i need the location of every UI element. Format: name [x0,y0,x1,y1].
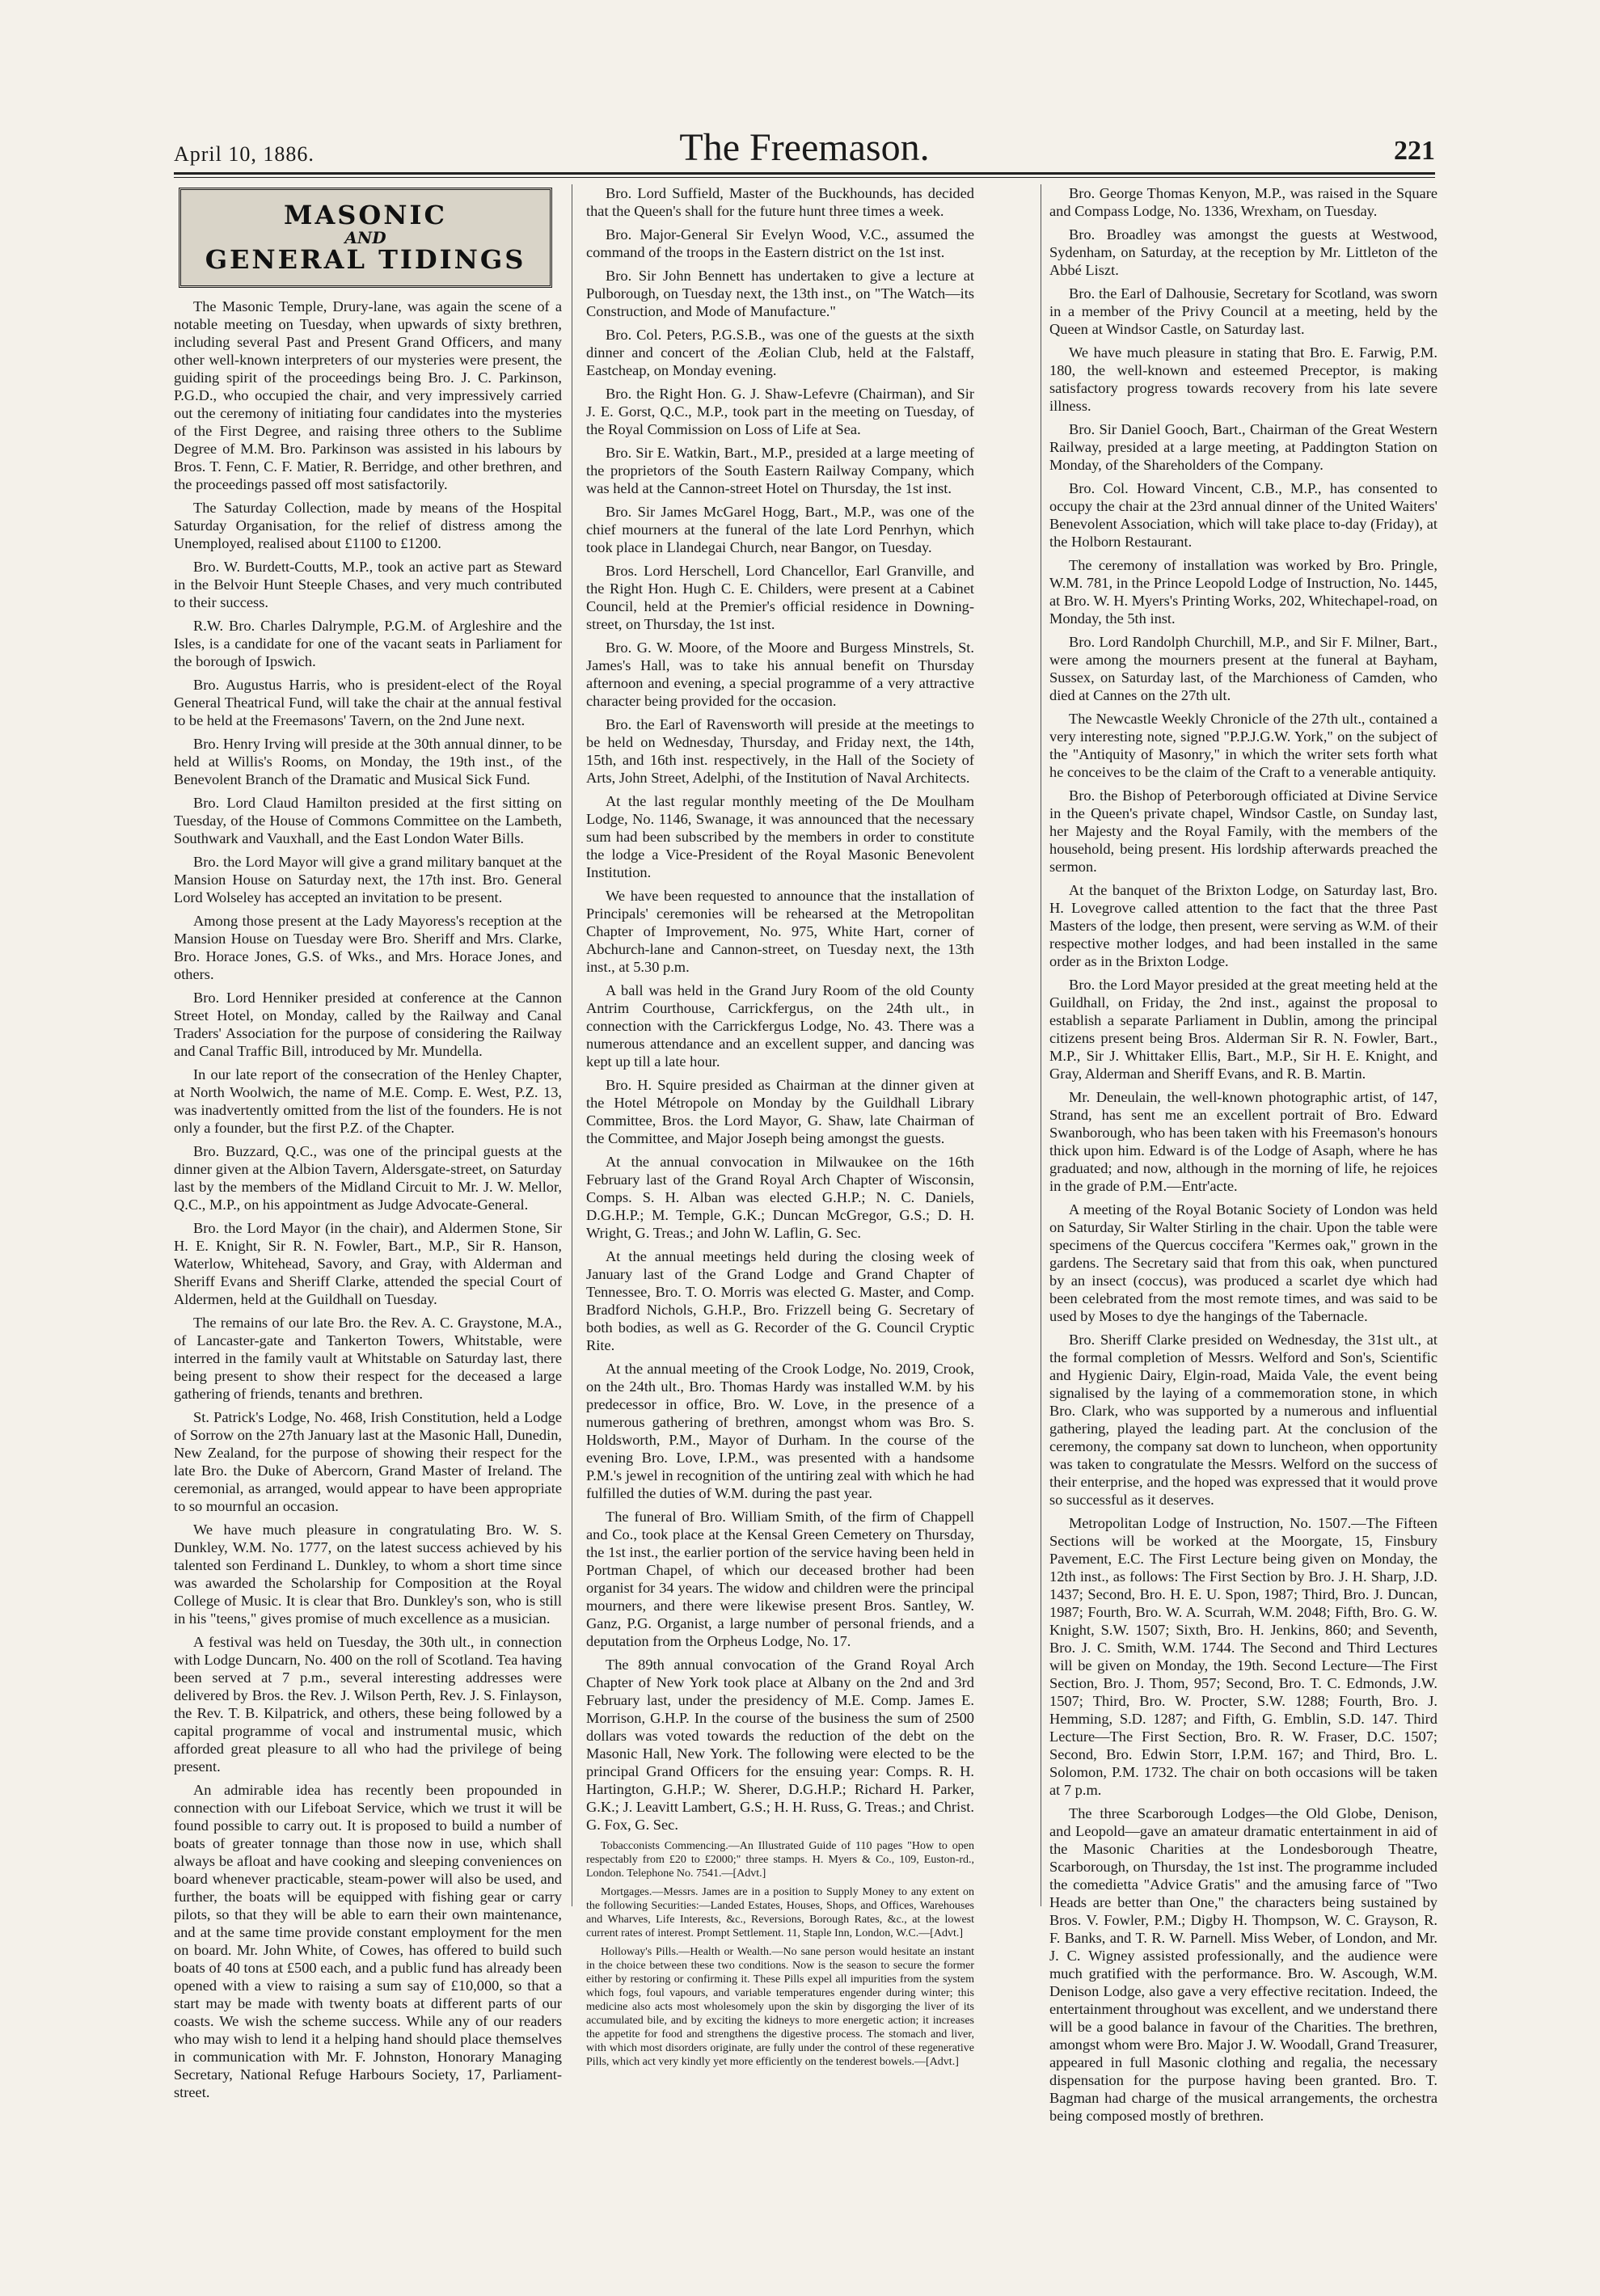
page-number: 221 [1394,136,1435,166]
news-paragraph: The Masonic Temple, Drury-lane, was again the scene of a notable meeting on Tuesday, when upwards of sixty brethren, including several Past and Present Grand Officers, and many other well-known interpreters of our mysteries were present, the guiding spirit of the proceedings being Bro. J. C. Parkinson, P.G.D., who occupied the chair, and very impressively carried out the ceremony of initiating four candidates into the mysteries of the First Degree, and raising three others to the Sublime Degree of M.M. Bro. Parkinson was assisted in his labours by Bros. T. Fenn, C. F. Matier, R. Berridge, and other brethren, and the proceedings passed off most satisfactorily. [174,298,562,492]
masthead-rule-thin [174,177,1435,178]
news-paragraph: Bro. Augustus Harris, who is president-elect of the Royal General Theatrical Fund, will take the chair at the annual festival to be held at the Freemasons' Tavern, on the 2nd June next. [174,677,562,728]
news-paragraph: Bro. Sir Daniel Gooch, Bart., Chairman of the Great Western Railway, presided at a large meeting, at Paddington Station on Monday, of the Shareholders of the Company. [1049,421,1437,473]
news-paragraph: Bro. the Lord Mayor (in the chair), and Aldermen Stone, Sir H. E. Knight, Sir R. N. Fowler, Bart., M.P., Sir R. Hanson, Waterlow, Whitehead, Savory, and Gray, with Alderman and Sheriff Evans and Sheriff Clarke, attended the special Court of Aldermen, held at the Guildhall on Tuesday. [174,1220,562,1307]
news-paragraph: A meeting of the Royal Botanic Society of London was held on Saturday, Sir Walter Stirling in the chair. Upon the table were specimens of the Quercus coccifera "Kermes oak," grown in the gardens. The Secretary said that from this oak, when punctured by an insect (coccus), was produced a scarlet dye which had been celebrated from the most remote times, and was said to be used by Moses to dye the hangings of the Tabernacle. [1049,1201,1437,1324]
news-paragraph: Bro. the Earl of Dalhousie, Secretary for Scotland, was sworn in a member of the Privy Council at a meeting, held by the Queen at Windsor Castle, on Saturday last. [1049,285,1437,337]
news-paragraph: In our late report of the consecration of the Henley Chapter, at North Woolwich, the name of M.E. Comp. E. West, P.Z. 13, was inadvertently omitted from the list of the founders. He is not only a founder, but the first P.Z. of the Chapter. [174,1066,562,1136]
column-2 [586,184,974,2068]
news-paragraph: Bro. George Thomas Kenyon, M.P., was raised in the Square and Compass Lodge, No. 1336, Wrexham, on Tuesday. [1049,185,1437,219]
news-paragraph: The Saturday Collection, made by means of the Hospital Saturday Organisation, for the relief of distress among the Unemployed, realised about £1100 to £1200. [174,500,562,551]
news-paragraph: Bro. Col. Howard Vincent, C.B., M.P., has consented to occupy the chair at the 23rd annual dinner of the United Waiters' Benevolent Association, which will take place to-day (Friday), at the Holborn Restaurant. [1049,480,1437,550]
news-paragraph: Bro. Major-General Sir Evelyn Wood, V.C., assumed the command of the troops in the Eastern district on the 1st inst. [586,226,974,260]
news-paragraph: At the banquet of the Brixton Lodge, on Saturday last, Bro. H. Lovegrove called attention to the fact that the three Past Masters of the lodge, then present, were serving as W.M. of their respective mother lodges, and had been installed in the same order as in the Brixton Lodge. [1049,882,1437,969]
news-paragraph: At the last regular monthly meeting of the De Moulham Lodge, No. 1146, Swanage, it was announced that the necessary sum had been subscribed by the members in order to constitute the lodge a Vice-President of the Royal Masonic Benevolent Institution. [586,793,974,880]
news-paragraph: Bro. Henry Irving will preside at the 30th annual dinner, to be held at Willis's Rooms, on Monday, the 19th inst., of the Benevolent Branch of the Dramatic and Musical Sick Fund. [174,736,562,787]
advertisement: Holloway's Pills.—Health or Wealth.—No sane person would hesitate an instant in the choice between these two conditions. Now is the season to secure the former either by restoring or confirming it. These Pills expel all impurities from the system which fogs, foul vapours, and variable temperatures engender during winter; this medicine also acts most wholesomely upon the skin by disgorging the liver of its accumulated bile, and by exciting the kidneys to more energetic action; it increases the appetite for food and strengthens the digestive process. The stomach and liver, with which most disorders originate, are fully under the control of these regenerative Pills, which act very kindly yet more efficiently on the tenderest bowels.—[Advt.] [586,1946,974,2068]
news-paragraph: The funeral of Bro. William Smith, of the firm of Chappell and Co., took place at the Kensal Green Cemetery on Thursday, the 1st inst., the earlier portion of the service having been held in Portman Chapel, of which our deceased brother had been organist for 34 years. The widow and children were the principal mourners, and there were likewise present Bros. Santley, W. Ganz, P.G. Organist, a large number of personal friends, and a deputation from the Orpheus Lodge, No. 17. [586,1509,974,1649]
news-paragraph: Bro. the Right Hon. G. J. Shaw-Lefevre (Chairman), and Sir J. E. Gorst, Q.C., M.P., took part in the meeting on Tuesday, of the Royal Commission on Loss of Life at Sea. [586,386,974,437]
news-paragraph: At the annual meeting of the Crook Lodge, No. 2019, Crook, on the 24th ult., Bro. Thomas Hardy was installed W.M. by his predecessor in office, Bro. W. Love, in the presence of a numerous gathering of brethren, amongst whom was Bro. S. Holdsworth, P.M., Mayor of Durham. In the course of the evening Bro. Love, I.P.M., was presented with a handsome P.M.'s jewel in recognition of the untiring zeal with which he had fulfilled the duties of W.M. during the past year. [586,1361,974,1501]
news-paragraph: Bro. Lord Claud Hamilton presided at the first sitting on Tuesday, of the House of Commons Committee on the Lambeth, Southwark and Vauxhall, and the East London Water Bills. [174,795,562,846]
news-paragraph: Bro. W. Burdett-Coutts, M.P., took an active part as Steward in the Belvoir Hunt Steeple Chases, and very much contributed to their success. [174,559,562,610]
news-paragraph: Bro. Sir E. Watkin, Bart., M.P., presided at a large meeting of the proprietors of the South Eastern Railway Company, which was held at the Cannon-street Hotel on Thursday, the 1st inst. [586,445,974,496]
news-paragraph: Among those present at the Lady Mayoress's reception at the Mansion House on Tuesday were Bro. Sheriff and Mrs. Clarke, Bro. Horace Jones, G.S. of Wks., and Mrs. Horace Jones, and others. [174,913,562,982]
news-paragraph: Bro. the Bishop of Peterborough officiated at Divine Service in the Queen's private chapel, Windsor Castle, on Sunday last, her Majesty and the Royal Family, with the members of the household, being present. His lordship afterwards preached the sermon. [1049,787,1437,875]
section-banner [179,188,552,288]
news-paragraph: We have been requested to announce that the installation of Principals' ceremonies will be rehearsed at the Metropolitan Chapter of Improvement, No. 975, White Hart, corner of Abchurch-lane and Cannon-street, on Tuesday next, the 13th inst., at 5.30 p.m. [586,888,974,975]
news-paragraph: The remains of our late Bro. the Rev. A. C. Graystone, M.A., of Lancaster-gate and Tankerton Towers, Whitstable, were interred in the family vault at Whitstable on Saturday last, there being present to show their respect for the deceased a large gathering of friends, tenants and brethren. [174,1315,562,1402]
news-paragraph: A festival was held on Tuesday, the 30th ult., in connection with Lodge Duncarn, No. 400 on the roll of Scotland. Tea having been served at 7 p.m., several interesting addresses were delivered by Bros. the Rev. J. Wilson Perth, Rev. J. S. Finlayson, the Rev. T. B. Kilpatrick, and others, these being followed by a capital programme of vocal and instrumental music, which afforded great pleasure to all who had the privilege of being present. [174,1634,562,1775]
news-paragraph: Metropolitan Lodge of Instruction, No. 1507.—The Fifteen Sections will be worked at the Moorgate, 15, Finsbury Pavement, E.C. The First Lecture being given on Monday, the 12th inst., as follows: The First Section by Bro. J. H. Sharp, J.D. 1437; Second, Bro. H. E. U. Spon, 1987; Third, Bro. J. Duncan, 1987; Fourth, Bro. W. A. Scurrah, W.M. 2048; Fifth, Bro. G. W. Knight, S.W. 1507; Sixth, Bro. H. Jenkins, 860; and Seventh, Bro. J. C. Smith, W.M. 1744. The Second and Third Lectures will be given on Monday, the 19th. Second Lecture—The First Section, Bro. J. Thom, 957; Second, Bro. T. C. Edmonds, J.W. 1507; Third, Bro. W. Procter, S.W. 1288; Fourth, Bro. J. Hemming, S.D. 1287; and Fifth, G. Emblin, S.D. 147. Third Lecture—The First Section, Bro. R. W. Fraser, D.C. 1507; Second, Bro. Edwin Storr, I.P.M. 167; and Third, Bro. L. Solomon, P.M. 1732. The chair on both occasions will be taken at 7 p.m. [1049,1515,1437,1798]
news-paragraph: We have much pleasure in stating that Bro. E. Farwig, P.M. 180, the well-known and esteemed Preceptor, is making satisfactory progress towards recovery from his late severe illness. [1049,344,1437,414]
banner-heading [205,199,526,275]
news-paragraph: The three Scarborough Lodges—the Old Globe, Denison, and Leopold—gave an amateur dramatic entertainment in aid of the Masonic Charities at the Londesborough Theatre, Scarborough, on Thursday, the 1st inst. The programme included the comedietta "Advice Gratis" and the amusing farce of "Two Heads are better than One," the characters being sustained by Bros. V. Fowler, P.M.; Digby H. Thompson, W. C. Grayson, R. F. Banks, and T. R. W. Parnell. Miss Weber, of London, and Mr. J. C. Wigney assisted professionally, and the audience were much gratified with the performance. Bro. W. Ascough, W.M. Denison Lodge, also gave a very effective recitation. Indeed, the entertainment throughout was excellent, and we understand there will be a good balance in favour of the Charities. The brethren, amongst whom were Bro. Major J. W. Woodall, Grand Treasurer, appeared in full Masonic clothing and regalia, the necessary dispensation for the purpose having been granted. Bro. T. Bagman had charge of the musical arrangements, the orchestra being composed mostly of brethren. [1049,1805,1437,2124]
banner-line: GENERAL TIDINGS [205,243,526,275]
news-paragraph: Bro. Sheriff Clarke presided on Wednesday, the 31st ult., at the formal completion of Messrs. Welford and Son's, Scientific and Hygienic Dairy, Elgin-road, Maida Vale, the event being signalised by the laying of a commemoration stone, in which Bro. Clark, who was supported by a numerous and influential gathering, played the leading part. At the conclusion of the ceremony, the company sat down to luncheon, when opportunity was taken to congratulate the Messrs. Welford on the success of their enterprise, and the hoped was expressed that it would prove so successful as it deserves. [1049,1332,1437,1508]
news-paragraph: At the annual convocation in Milwaukee on the 16th February last of the Grand Royal Arch Chapter of Wisconsin, Comps. S. H. Alban was elected G.H.P.; N. C. Daniels, D.G.H.P.; M. Temple, G.K.; Duncan McGregor, G.S.; D. H. Wright, G. Treas.; and John W. Laflin, G. Sec. [586,1154,974,1241]
news-paragraph: R.W. Bro. Charles Dalrymple, P.G.M. of Argleshire and the Isles, is a candidate for one of the vacant seats in Parliament for the borough of Ipswich. [174,618,562,669]
news-paragraph: Bro. the Earl of Ravensworth will preside at the meetings to be held on Wednesday, Thursday, and Friday next, the 14th, 15th, and 16th inst. respectively, in the Hall of the Society of Arts, John Street, Adelphi, of the Institution of Naval Architects. [586,716,974,786]
banner-line: MASONIC [284,199,447,230]
news-paragraph: Bro. Lord Henniker presided at conference at the Cannon Street Hotel, on Monday, called by the Railway and Canal Traders' Association for the purpose of considering the Railway and Canal Traffic Bill, introduced by Mr. Mundella. [174,990,562,1059]
news-paragraph: The ceremony of installation was worked by Bro. Pringle, W.M. 781, in the Prince Leopold Lodge of Instruction, No. 1445, at Bro. W. H. Myers's Printing Works, 202, Whitechapel-road, on Monday, the 5th inst. [1049,557,1437,627]
news-paragraph: Bros. Lord Herschell, Lord Chancellor, Earl Granville, and the Right Hon. Hugh C. E. Childers, were present at a Cabinet Council, held at the Premier's official residence in Downing-street, on Thursday, the 1st inst. [586,563,974,632]
news-paragraph: Bro. H. Squire presided as Chairman at the dinner given at the Hotel Métropole on Monday by the Guildhall Library Committee, Bros. the Lord Mayor, G. Shaw, late Chairman of the Committee, and Major Joseph being amongst the guests. [586,1077,974,1146]
news-paragraph: The Newcastle Weekly Chronicle of the 27th ult., contained a very interesting note, signed "P.P.J.G.W. York," on the subject of the "Antiquity of Masonry," in which the writer sets forth what he conceives to be the claim of the Craft to a venerable antiquity. [1049,711,1437,780]
news-paragraph: A ball was held in the Grand Jury Room of the old County Antrim Courthouse, Carrickfergus, on the 24th ult., in connection with the Carrickfergus Lodge, No. 43. There was a numerous attendance and an excellent supper, and dancing was kept up till a late hour. [586,982,974,1070]
column-3 [1049,184,1437,2124]
banner-line: AND [344,227,386,247]
news-paragraph: Bro. G. W. Moore, of the Moore and Burgess Minstrels, St. James's Hall, was to take his annual benefit on Thursday afternoon and evening, a special programme of a very attractive character being provided for the occasion. [586,639,974,709]
news-paragraph: Bro. Col. Peters, P.G.S.B., was one of the guests at the sixth dinner and concert of the Æolian Club, held at the Falstaff, Eastcheap, on Monday evening. [586,327,974,378]
column-1 [174,184,562,2100]
advertisement: Tobacconists Commencing.—An Illustrated Guide of 110 pages "How to open respectably from £20 to £2000;" three stamps. H. Myers & Co., 109, Euston-rd., London. Telephone No. 7541.—[Advt.] [586,1840,974,1880]
news-paragraph: Bro. Lord Suffield, Master of the Buckhounds, has decided that the Queen's shall for the future hunt three times a week. [586,185,974,219]
news-paragraph: We have much pleasure in congratulating Bro. W. S. Dunkley, W.M. No. 1777, on the latest success achieved by his talented son Ferdinand L. Dunkley, to whom a short time since was awarded the Scholarship for Composition at the Royal College of Music. It is clear that Bro. Dunkley's son, who is still in his "teens," gives promise of much excellence as a musician. [174,1522,562,1627]
news-paragraph: Bro. Sir James McGarel Hogg, Bart., M.P., was one of the chief mourners at the funeral of the late Lord Penrhyn, which took place in Llandegai Church, near Bangor, on Tuesday. [586,504,974,555]
masthead-rule [174,172,1435,175]
publication-title: The Freemason. [679,126,930,169]
advertisement: Mortgages.—Messrs. James are in a position to Supply Money to any extent on the following Securities:—Landed Estates, Houses, Shops, and Offices, Warehouses and Wharves, Life Interests, &c., Reversions, Borough Rates, &c., at the lowest current rates of interest. Prompt Settlement. 11, Staple Inn, London, W.C.—[Advt.] [586,1886,974,1939]
news-paragraph: An admirable idea has recently been propounded in connection with our Lifeboat Service, which we trust it will be found possible to carry out. It is proposed to build a number of boats of greater tonnage than those now in use, which shall always be afloat and have cooking and sleeping conveniences on board whenever practicable, steam-power will also be used, and further, the boats will be equipped with fishing gear or carry pilots, so that they will be able to earn their own maintenance, and at the same time provide constant employment for the men on board. Mr. John White, of Cowes, has offered to build such boats of 40 tons at £500 each, and a public fund has already been opened with a view to raising a sum say of £10,000, so that a start may be made with twenty boats at different parts of our coasts. We wish the scheme success. While any of our readers who may wish to lend it a helping hand should place themselves in communication with Mr. F. Johnston, Honorary Managing Secretary, National Refuge Harbours Society, 17, Parliament-street. [174,1782,562,2100]
news-paragraph: Bro. the Lord Mayor will give a grand military banquet at the Mansion House on Saturday next, the 17th inst. Bro. General Lord Wolseley has accepted an invitation to be present. [174,854,562,905]
news-paragraph: Bro. Sir John Bennett has undertaken to give a lecture at Pulborough, on Tuesday next, the 13th inst., on "The Watch—its Construction, and Mode of Manufacture." [586,268,974,319]
masthead [174,121,1435,170]
news-paragraph: At the annual meetings held during the closing week of January last of the Grand Lodge and Grand Chapter of Tennessee, Bro. T. O. Morris was elected G. Master, and Comp. Bradford Nichols, G.H.P., Bro. Frizzell being G. Secretary of both bodies, as well as G. Recorder of the G. Council Cryptic Rite. [586,1248,974,1353]
issue-date: April 10, 1886. [174,142,315,166]
news-paragraph: Bro. the Lord Mayor presided at the great meeting held at the Guildhall, on Friday, the 2nd inst., against the proposal to establish a separate Parliament in Dublin, among the principal citizens present being Bros. Alderman Sir R. N. Fowler, Bart., M.P., Sir J. Whittaker Ellis, Bart., M.P., Sir H. E. Knight, and Gray, Alderman and Sheriff Evans, and R. B. Martin. [1049,977,1437,1082]
news-paragraph: The 89th annual convocation of the Grand Royal Arch Chapter of New York took place at Albany on the 2nd and 3rd February last, under the presidency of M.E. Comp. James E. Morrison, G.H.P. In the course of the business the sum of 2500 dollars was voted towards the reduction of the debt on the Masonic Hall, New York. The following were elected to be the principal Grand Officers for the ensuing year: Comps. R. H. Hartington, G.H.P.; W. Sherer, D.G.H.P.; Richard H. Parker, G.K.; J. Leavitt Lambert, G.S.; H. H. Russ, G. Treas.; and Christ. G. Fox, G. Sec. [586,1657,974,1833]
news-paragraph: Mr. Deneulain, the well-known photographic artist, of 147, Strand, has sent me an excellent portrait of Bro. Edward Swanborough, who has been taken with his Freemason's honours thick upon him. Edward is of the Lodge of Asaph, where he has graduated; and now, although in the morning of life, he rejoices in the grade of P.M.—Entr'acte. [1049,1089,1437,1194]
news-paragraph: Bro. Lord Randolph Churchill, M.P., and Sir F. Milner, Bart., were among the mourners present at the funeral at Bayham, Sussex, on Saturday last, of the Marchioness of Camden, who died at Cannes on the 27th ult. [1049,634,1437,703]
news-paragraph: St. Patrick's Lodge, No. 468, Irish Constitution, held a Lodge of Sorrow on the 27th January last at the Masonic Hall, Dunedin, New Zealand, for the purpose of showing their respect for the late Bro. the Duke of Abercorn, Grand Master of Ireland. The ceremonial, as arranged, would appear to have been appropriate to so mournful an occasion. [174,1409,562,1514]
news-paragraph: Bro. Buzzard, Q.C., was one of the principal guests at the dinner given at the Albion Tavern, Aldersgate-street, on Saturday last by the members of the Midland Circuit to Mr. J. W. Mellor, Q.C., M.P., on his appointment as Judge Advocate-General. [174,1143,562,1213]
news-paragraph: Bro. Broadley was amongst the guests at Westwood, Sydenham, on Saturday, at the reception by Mr. Littleton of the Abbé Liszt. [1049,226,1437,278]
